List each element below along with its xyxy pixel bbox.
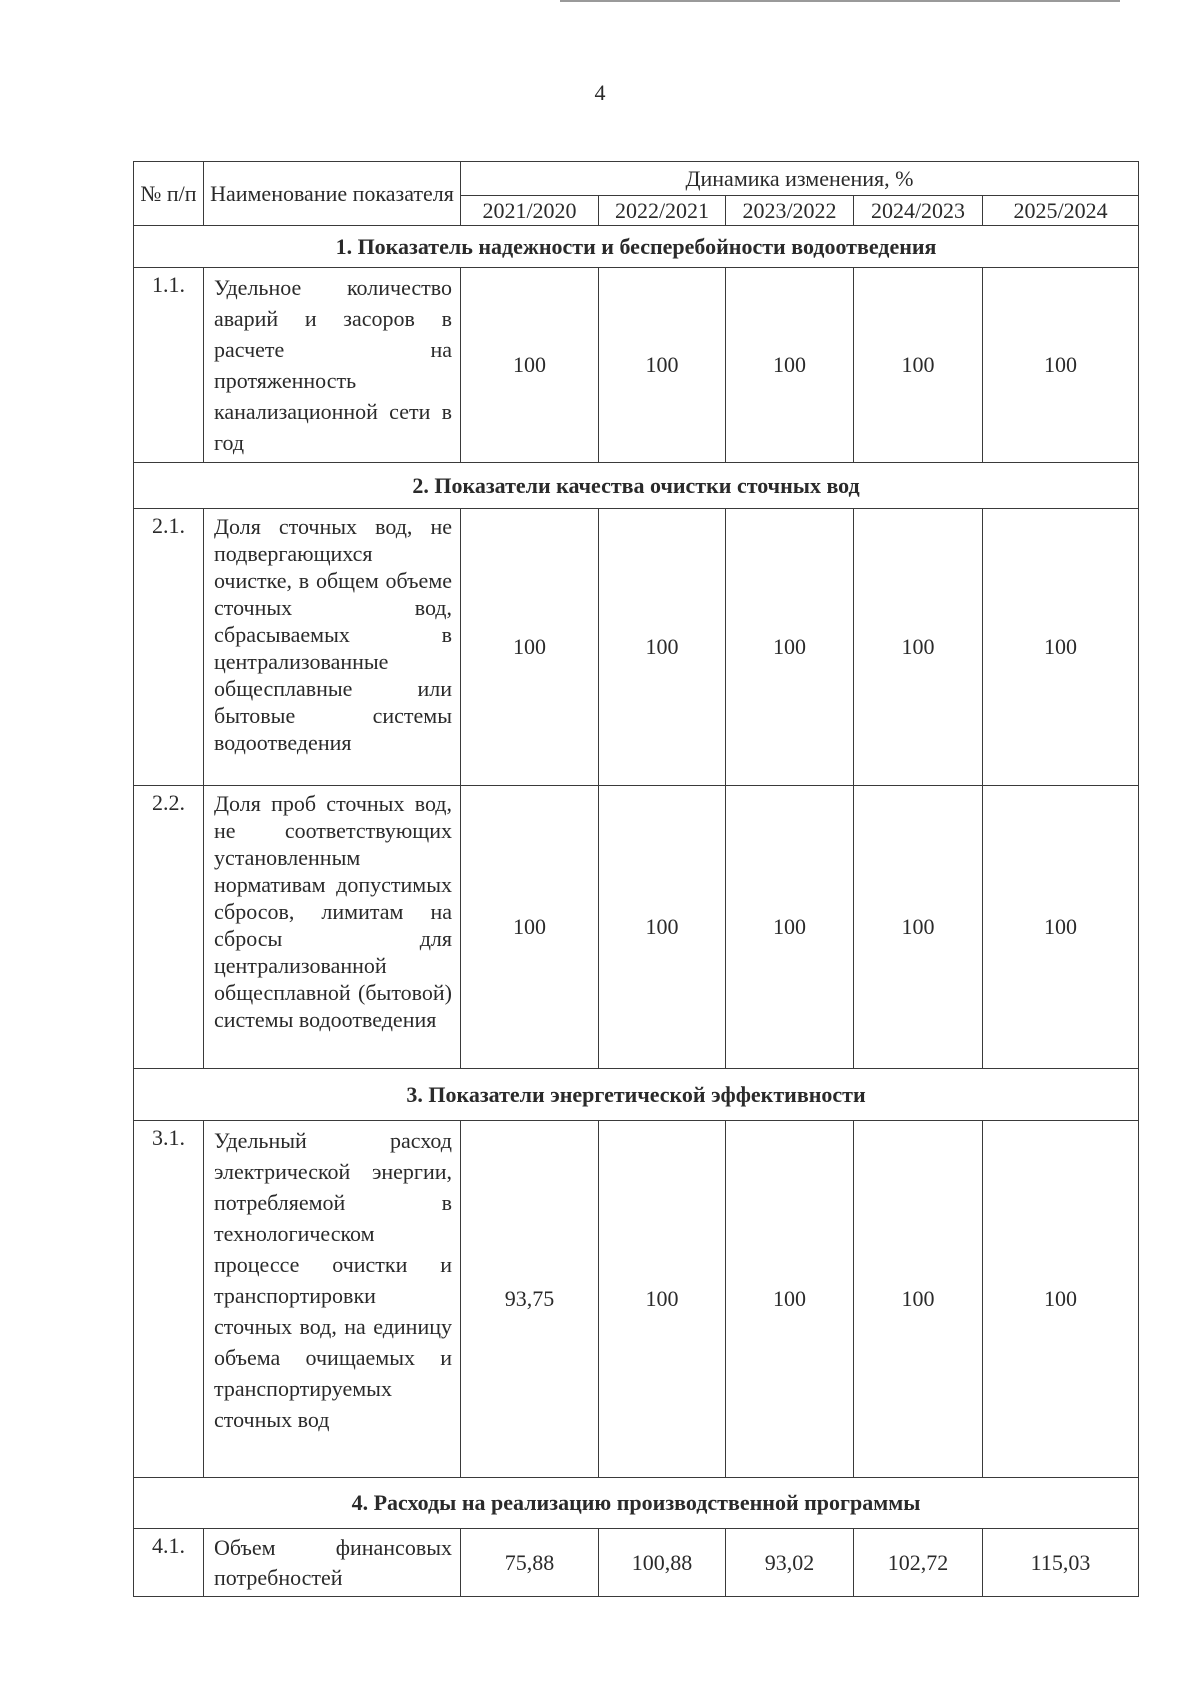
row-value: 100 <box>726 509 854 786</box>
section-title: 4. Расходы на реализацию производственной программы <box>134 1478 1139 1529</box>
row-value: 100 <box>599 268 726 463</box>
row-number: 1.1. <box>134 268 204 463</box>
row-value: 100 <box>726 268 854 463</box>
row-value: 93,75 <box>461 1121 599 1478</box>
table-row <box>134 509 1139 786</box>
table-body <box>134 162 1139 1597</box>
header-group: Динамика изменения, % <box>461 162 1139 196</box>
row-value: 100 <box>983 786 1139 1069</box>
page-number: 4 <box>594 80 606 105</box>
row-value: 115,03 <box>983 1529 1139 1597</box>
row-indicator-name: Объем финансовых потребностей <box>204 1529 461 1597</box>
row-value: 100 <box>461 268 599 463</box>
row-value: 100 <box>599 1121 726 1478</box>
row-value: 93,02 <box>726 1529 854 1597</box>
row-value: 100 <box>983 268 1139 463</box>
section-row <box>134 1069 1139 1121</box>
row-value: 100,88 <box>599 1529 726 1597</box>
section-row <box>134 463 1139 509</box>
header-period: 2022/2021 <box>599 196 726 226</box>
row-value: 100 <box>599 786 726 1069</box>
header-period: 2023/2022 <box>726 196 854 226</box>
header-row-top <box>134 162 1139 196</box>
row-indicator-name: Удельный расход электрической энергии, потребляемой в технологическом процессе очистки и транспортировки сточных вод, на единицу объема очищаемых и транспортируемых сточных вод <box>204 1121 461 1478</box>
row-value: 102,72 <box>854 1529 983 1597</box>
header-period: 2021/2020 <box>461 196 599 226</box>
table-row <box>134 1121 1139 1478</box>
row-number: 3.1. <box>134 1121 204 1478</box>
row-indicator-name: Удельное количество аварий и засоров в расчете на протяженность канализационной сети в год <box>204 268 461 463</box>
section-title: 3. Показатели энергетической эффективности <box>134 1069 1139 1121</box>
row-value: 100 <box>854 1121 983 1478</box>
table-row <box>134 786 1139 1069</box>
row-value: 100 <box>599 509 726 786</box>
row-value: 100 <box>461 786 599 1069</box>
row-value: 100 <box>726 786 854 1069</box>
header-period: 2024/2023 <box>854 196 983 226</box>
header-name: Наименование показателя <box>204 162 461 226</box>
row-number: 2.1. <box>134 509 204 786</box>
section-row <box>134 1478 1139 1529</box>
row-value: 100 <box>726 1121 854 1478</box>
row-value: 100 <box>854 786 983 1069</box>
row-value: 100 <box>461 509 599 786</box>
section-title: 1. Показатель надежности и бесперебойности водоотведения <box>134 226 1139 268</box>
row-value: 100 <box>983 1121 1139 1478</box>
row-indicator-name: Доля проб сточных вод, не соответствующих установленным нормативам допустимых сбросов, лимитам на сбросы для централизованной общесплавной (бытовой) системы водоотведения <box>204 786 461 1069</box>
row-number: 2.2. <box>134 786 204 1069</box>
table-row <box>134 1529 1139 1597</box>
header-period: 2025/2024 <box>983 196 1139 226</box>
row-value: 75,88 <box>461 1529 599 1597</box>
scan-top-rule <box>560 0 1120 2</box>
row-value: 100 <box>854 509 983 786</box>
section-title: 2. Показатели качества очистки сточных вод <box>134 463 1139 509</box>
row-indicator-name: Доля сточных вод, не подвергающихся очистке, в общем объеме сточных вод, сбрасываемых в централизованные общесплавные или бытовые системы водоотведения <box>204 509 461 786</box>
row-value: 100 <box>854 268 983 463</box>
row-value: 100 <box>983 509 1139 786</box>
section-row <box>134 226 1139 268</box>
row-number: 4.1. <box>134 1529 204 1597</box>
indicators-table <box>133 161 1139 1597</box>
header-num: № п/п <box>134 162 204 226</box>
table-row <box>134 268 1139 463</box>
